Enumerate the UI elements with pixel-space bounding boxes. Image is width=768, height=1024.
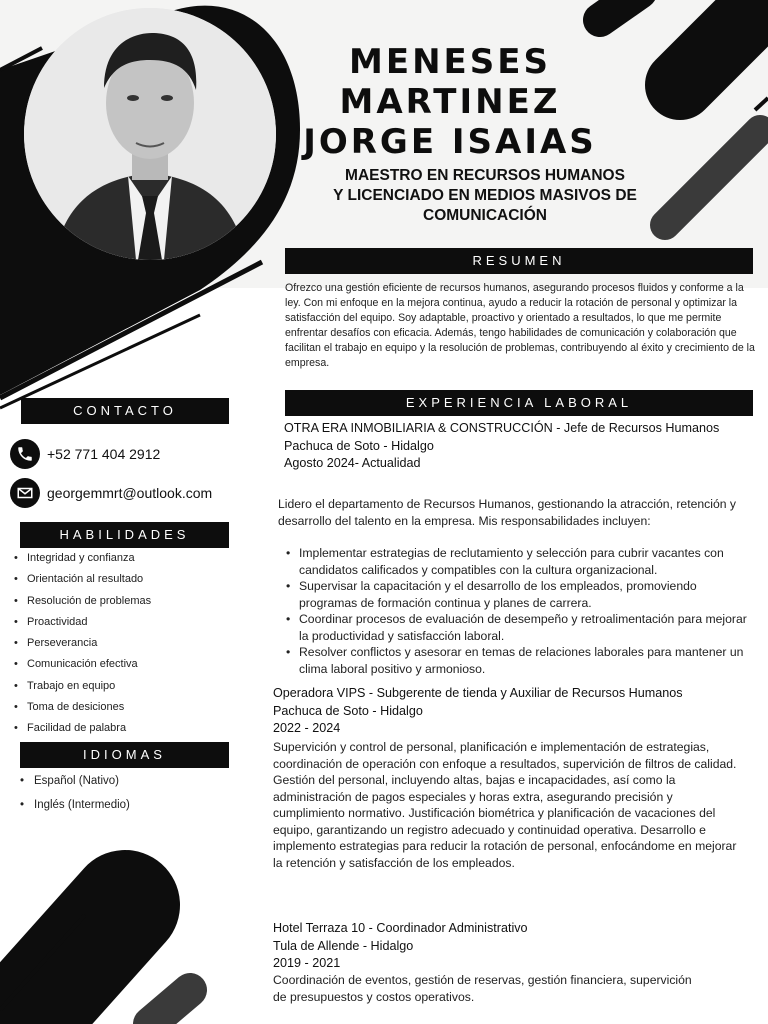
skills-list [14, 548, 234, 740]
profile-photo [24, 8, 276, 260]
job-2-description: Supervición y control de personal, planificación e implementación de estrategias, coordinación de operación con enfoque a resultados, supervición de filtros de calidad. Gestión del personal, incluyendo altas, bajas e incapacidades, así como la administración de pagos especiales y horas extra, asegurando precisión y cumplimiento normativo. Justificación biométrica y planificación de vacaciones del equipo, garantizando un registro adecuado y continuidad operativa. Desarrollo e implemento estrategias para reducir la rotación de personal, enfocándome en mejorar la retención y satisfacción de los empleados. [273, 740, 737, 870]
job-2-title: Operadora VIPS - Subgerente de tienda y Auxiliar de Recursos Humanos [273, 686, 683, 700]
duty-item: • Resolver conflictos y asesorar en temas de relaciones laborales para mantener un clima laboral positivo y armonioso. [284, 644, 754, 677]
job-1-header [284, 420, 724, 473]
skill-item: • Toma de desiciones [14, 697, 234, 718]
job-2-location: Pachuca de Soto - Hidalgo [273, 703, 423, 718]
job-3-location: Tula de Allende - Hidalgo [273, 938, 414, 953]
phone-number[interactable]: +52 771 404 2912 [47, 446, 161, 462]
duty-item: • Implementar estrategias de reclutamiento y selección para cubrir vacantes con candidatos calificados y compatibles con la cultura organizacional. [284, 545, 754, 578]
languages-heading: IDIOMAS [20, 742, 229, 768]
title-line-1: MAESTRO EN RECURSOS HUMANOS [345, 167, 625, 184]
job-2-header [273, 685, 753, 738]
phone-row [10, 439, 160, 469]
name-line-1: MENESES [349, 42, 551, 82]
name-line-2: MARTINEZ [339, 82, 561, 122]
skill-item: • Integridad y confianza [14, 548, 234, 569]
language-item: • Español (Nativo) [20, 769, 130, 793]
skill-item: • Facilidad de palabra [14, 718, 234, 739]
job-2-dates: 2022 - 2024 [273, 721, 341, 735]
email-address[interactable]: georgemmrt@outlook.com [47, 485, 213, 501]
job-1-dates: Agosto 2024- Actualidad [284, 456, 421, 470]
skill-item: • Comunicación efectiva [14, 654, 234, 675]
job-1-title: OTRA ERA INMOBILIARIA & CONSTRUCCIÓN - Jefe de Recursos Humanos [284, 421, 720, 435]
job-3-dates: 2019 - 2021 [273, 956, 341, 970]
skill-item: • Resolución de problemas [14, 591, 234, 612]
language-item: • Inglés (Intermedio) [20, 793, 130, 817]
email-row [10, 478, 212, 508]
duty-item: • Coordinar procesos de evaluación de desempeño y retroalimentación para mejorar la productividad y satisfacción laboral. [284, 611, 754, 644]
skill-item: • Perseverancia [14, 633, 234, 654]
job-1-duties [284, 545, 754, 677]
contact-heading: CONTACTO [21, 398, 229, 424]
skill-item: • Orientación al resultado [14, 569, 234, 590]
job-3-title: Hotel Terraza 10 - Coordinador Administrativo [273, 921, 528, 935]
languages-list [20, 769, 130, 817]
skills-heading: HABILIDADES [20, 522, 229, 548]
title-line-3: COMUNICACIÓN [423, 207, 547, 224]
job-3-header [273, 920, 753, 973]
experience-heading: EXPERIENCIA LABORAL [285, 390, 753, 416]
profile-photo-illustration [24, 8, 276, 260]
summary-heading: RESUMEN [285, 248, 753, 274]
summary-text: Ofrezco una gestión eficiente de recursos humanos, asegurando procesos fluidos y conforme a la ley. Con mi enfoque en la mejora continua, ayudo a reducir la rotación de personal y optimizar la satisfacción del equipo. Soy adaptable, proactivo y orientado a resultados, lo que me permite enfrentar desafíos con eficacia. Además, tengo habilidades de comunicación y colaboración que facilitan el trabajo en equipo y la resolución de problemas, contribuyendo al éxito y crecimiento de la empresa. [285, 282, 755, 369]
duty-item: • Supervisar la capacitación y el desarrollo de los empleados, promoviendo programas de formación continua y planes de carrera. [284, 578, 754, 611]
title-line-2: Y LICENCIADO EN MEDIOS MASIVOS DE [333, 187, 637, 204]
job-3-description: Coordinación de eventos, gestión de reservas, gestión financiera, supervición de presupuestos y costos operativos. [273, 973, 692, 1004]
job-1-intro: Lidero el departamento de Recursos Humanos, gestionando la atracción, retención y desarrollo del talento en la empresa. Mis responsabilidades incluyen: [278, 497, 736, 528]
professional-title [300, 166, 670, 226]
phone-icon [10, 439, 40, 469]
job-1-location: Pachuca de Soto - Hidalgo [284, 438, 434, 453]
skill-item: • Trabajo en equipo [14, 676, 234, 697]
email-icon [10, 478, 40, 508]
name-line-3: JORGE ISAIAS [303, 122, 597, 162]
skill-item: • Proactividad [14, 612, 234, 633]
